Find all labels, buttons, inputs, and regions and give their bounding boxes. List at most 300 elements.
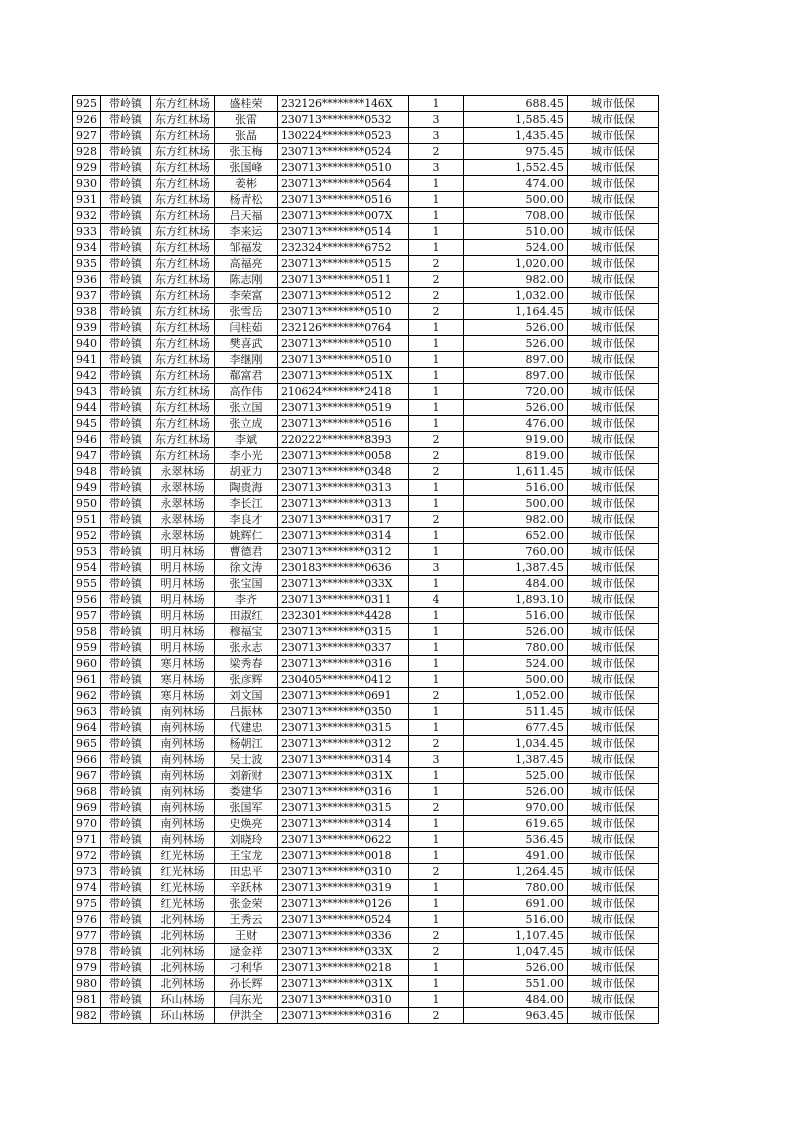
benefit-amount-cell: 975.45 [464, 144, 568, 160]
household-size-cell: 1 [409, 832, 464, 848]
benefit-amount-cell: 1,387.45 [464, 560, 568, 576]
household-size-cell: 1 [409, 320, 464, 336]
town-cell: 带岭镇 [101, 848, 151, 864]
recipient-name-cell: 杨青松 [215, 192, 278, 208]
recipient-name-cell: 李荣富 [215, 288, 278, 304]
recipient-name-cell: 王秀云 [215, 912, 278, 928]
forest-farm-cell: 寒月林场 [151, 688, 215, 704]
town-cell: 带岭镇 [101, 800, 151, 816]
recipient-name-cell: 李小光 [215, 448, 278, 464]
forest-farm-cell: 东方红林场 [151, 352, 215, 368]
benefit-amount-cell: 1,047.45 [464, 944, 568, 960]
forest-farm-cell: 东方红林场 [151, 96, 215, 112]
household-size-cell: 1 [409, 816, 464, 832]
id-number-cell: 230713********0510 [278, 160, 409, 176]
table-row [73, 560, 659, 576]
town-cell: 带岭镇 [101, 672, 151, 688]
household-size-cell: 1 [409, 672, 464, 688]
forest-farm-cell: 红光林场 [151, 896, 215, 912]
benefit-amount-cell: 516.00 [464, 608, 568, 624]
forest-farm-cell: 东方红林场 [151, 384, 215, 400]
table-row [73, 512, 659, 528]
recipient-name-cell: 张国峰 [215, 160, 278, 176]
forest-farm-cell: 东方红林场 [151, 448, 215, 464]
table-row [73, 848, 659, 864]
household-size-cell: 1 [409, 368, 464, 384]
id-number-cell: 232126********0764 [278, 320, 409, 336]
id-number-cell: 230183********0636 [278, 560, 409, 576]
id-number-cell: 230405********0412 [278, 672, 409, 688]
benefit-type-cell: 城市低保 [568, 272, 659, 288]
town-cell: 带岭镇 [101, 656, 151, 672]
recipient-name-cell: 刁利华 [215, 960, 278, 976]
household-size-cell: 2 [409, 512, 464, 528]
benefit-type-cell: 城市低保 [568, 480, 659, 496]
id-number-cell: 232324********6752 [278, 240, 409, 256]
benefit-type-cell: 城市低保 [568, 240, 659, 256]
benefit-type-cell: 城市低保 [568, 416, 659, 432]
table-row [73, 912, 659, 928]
town-cell: 带岭镇 [101, 576, 151, 592]
benefit-type-cell: 城市低保 [568, 944, 659, 960]
id-number-cell: 230713********0564 [278, 176, 409, 192]
forest-farm-cell: 永翠林场 [151, 496, 215, 512]
benefit-amount-cell: 1,107.45 [464, 928, 568, 944]
recipient-name-cell: 李长江 [215, 496, 278, 512]
benefit-amount-cell: 919.00 [464, 432, 568, 448]
benefit-type-cell: 城市低保 [568, 656, 659, 672]
forest-farm-cell: 东方红林场 [151, 432, 215, 448]
id-number-cell: 230713********0519 [278, 400, 409, 416]
benefit-amount-cell: 897.00 [464, 368, 568, 384]
benefit-type-cell: 城市低保 [568, 592, 659, 608]
benefit-type-cell: 城市低保 [568, 176, 659, 192]
id-number-cell: 230713********0532 [278, 112, 409, 128]
town-cell: 带岭镇 [101, 880, 151, 896]
benefit-type-cell: 城市低保 [568, 560, 659, 576]
table-row [73, 656, 659, 672]
town-cell: 带岭镇 [101, 96, 151, 112]
benefit-type-cell: 城市低保 [568, 608, 659, 624]
recipient-name-cell: 吕天福 [215, 208, 278, 224]
recipient-name-cell: 李齐 [215, 592, 278, 608]
town-cell: 带岭镇 [101, 944, 151, 960]
benefit-type-cell: 城市低保 [568, 448, 659, 464]
household-size-cell: 2 [409, 256, 464, 272]
household-size-cell: 1 [409, 976, 464, 992]
benefit-amount-cell: 1,552.45 [464, 160, 568, 176]
forest-farm-cell: 东方红林场 [151, 368, 215, 384]
household-size-cell: 1 [409, 720, 464, 736]
recipient-name-cell: 吕振林 [215, 704, 278, 720]
household-size-cell: 1 [409, 656, 464, 672]
benefit-type-cell: 城市低保 [568, 320, 659, 336]
table-row [73, 432, 659, 448]
household-size-cell: 1 [409, 768, 464, 784]
forest-farm-cell: 东方红林场 [151, 112, 215, 128]
row-number-cell: 980 [73, 976, 101, 992]
benefit-amount-cell: 708.00 [464, 208, 568, 224]
household-size-cell: 2 [409, 1008, 464, 1024]
table-row [73, 304, 659, 320]
town-cell: 带岭镇 [101, 368, 151, 384]
table-row [73, 784, 659, 800]
forest-farm-cell: 北列林场 [151, 912, 215, 928]
benefit-type-cell: 城市低保 [568, 432, 659, 448]
recipient-name-cell: 邹福发 [215, 240, 278, 256]
row-number-cell: 945 [73, 416, 101, 432]
benefit-amount-cell: 526.00 [464, 624, 568, 640]
recipient-name-cell: 姜彬 [215, 176, 278, 192]
town-cell: 带岭镇 [101, 416, 151, 432]
row-number-cell: 972 [73, 848, 101, 864]
household-size-cell: 1 [409, 384, 464, 400]
benefit-type-cell: 城市低保 [568, 768, 659, 784]
recipient-name-cell: 姚辉仁 [215, 528, 278, 544]
benefit-amount-cell: 526.00 [464, 336, 568, 352]
household-size-cell: 2 [409, 464, 464, 480]
recipient-name-cell: 梁秀春 [215, 656, 278, 672]
benefit-amount-cell: 677.45 [464, 720, 568, 736]
row-number-cell: 927 [73, 128, 101, 144]
recipient-name-cell: 王宝龙 [215, 848, 278, 864]
household-size-cell: 3 [409, 560, 464, 576]
benefit-amount-cell: 516.00 [464, 912, 568, 928]
row-number-cell: 957 [73, 608, 101, 624]
benefit-type-cell: 城市低保 [568, 144, 659, 160]
recipient-name-cell: 闫桂茹 [215, 320, 278, 336]
forest-farm-cell: 永翠林场 [151, 528, 215, 544]
id-number-cell: 230713********0310 [278, 992, 409, 1008]
benefit-amount-cell: 760.00 [464, 544, 568, 560]
forest-farm-cell: 东方红林场 [151, 208, 215, 224]
forest-farm-cell: 北列林场 [151, 960, 215, 976]
benefit-amount-cell: 970.00 [464, 800, 568, 816]
recipient-name-cell: 樊喜武 [215, 336, 278, 352]
benefit-amount-cell: 526.00 [464, 960, 568, 976]
forest-farm-cell: 东方红林场 [151, 304, 215, 320]
row-number-cell: 941 [73, 352, 101, 368]
recipient-name-cell: 陈志刚 [215, 272, 278, 288]
household-size-cell: 1 [409, 896, 464, 912]
benefit-amount-cell: 1,893.10 [464, 592, 568, 608]
recipient-name-cell: 郗富君 [215, 368, 278, 384]
benefit-type-cell: 城市低保 [568, 976, 659, 992]
town-cell: 带岭镇 [101, 112, 151, 128]
row-number-cell: 981 [73, 992, 101, 1008]
table-row [73, 720, 659, 736]
id-number-cell: 230713********0515 [278, 256, 409, 272]
row-number-cell: 982 [73, 1008, 101, 1024]
recipient-name-cell: 张永志 [215, 640, 278, 656]
benefit-type-cell: 城市低保 [568, 992, 659, 1008]
table-row [73, 320, 659, 336]
benefit-amount-cell: 524.00 [464, 240, 568, 256]
benefit-amount-cell: 526.00 [464, 320, 568, 336]
benefit-amount-cell: 491.00 [464, 848, 568, 864]
town-cell: 带岭镇 [101, 400, 151, 416]
row-number-cell: 955 [73, 576, 101, 592]
benefit-amount-cell: 1,052.00 [464, 688, 568, 704]
town-cell: 带岭镇 [101, 288, 151, 304]
row-number-cell: 958 [73, 624, 101, 640]
forest-farm-cell: 明月林场 [151, 640, 215, 656]
benefit-type-cell: 城市低保 [568, 912, 659, 928]
benefit-type-cell: 城市低保 [568, 928, 659, 944]
recipient-name-cell: 杨朝江 [215, 736, 278, 752]
benefit-type-cell: 城市低保 [568, 624, 659, 640]
row-number-cell: 939 [73, 320, 101, 336]
town-cell: 带岭镇 [101, 480, 151, 496]
table-row [73, 576, 659, 592]
row-number-cell: 935 [73, 256, 101, 272]
forest-farm-cell: 南列林场 [151, 832, 215, 848]
row-number-cell: 974 [73, 880, 101, 896]
recipient-name-cell: 李来运 [215, 224, 278, 240]
household-size-cell: 1 [409, 960, 464, 976]
table-row [73, 608, 659, 624]
id-number-cell: 230713********0348 [278, 464, 409, 480]
table-row [73, 928, 659, 944]
town-cell: 带岭镇 [101, 960, 151, 976]
id-number-cell: 232301********4428 [278, 608, 409, 624]
benefit-type-cell: 城市低保 [568, 224, 659, 240]
recipient-name-cell: 张立成 [215, 416, 278, 432]
town-cell: 带岭镇 [101, 864, 151, 880]
row-number-cell: 934 [73, 240, 101, 256]
town-cell: 带岭镇 [101, 896, 151, 912]
recipient-name-cell: 史焕亮 [215, 816, 278, 832]
benefit-amount-cell: 1,611.45 [464, 464, 568, 480]
benefit-type-cell: 城市低保 [568, 464, 659, 480]
table-body [73, 96, 659, 1024]
household-size-cell: 1 [409, 640, 464, 656]
id-number-cell: 230713********0310 [278, 864, 409, 880]
benefit-amount-cell: 1,034.45 [464, 736, 568, 752]
forest-farm-cell: 东方红林场 [151, 160, 215, 176]
benefit-type-cell: 城市低保 [568, 896, 659, 912]
table-row [73, 336, 659, 352]
table-row [73, 192, 659, 208]
forest-farm-cell: 北列林场 [151, 928, 215, 944]
id-number-cell: 230713********033X [278, 576, 409, 592]
town-cell: 带岭镇 [101, 832, 151, 848]
table-row [73, 688, 659, 704]
town-cell: 带岭镇 [101, 608, 151, 624]
table-row [73, 496, 659, 512]
benefit-amount-cell: 720.00 [464, 384, 568, 400]
benefit-type-cell: 城市低保 [568, 752, 659, 768]
row-number-cell: 956 [73, 592, 101, 608]
forest-farm-cell: 东方红林场 [151, 336, 215, 352]
id-number-cell: 230713********051X [278, 368, 409, 384]
forest-farm-cell: 东方红林场 [151, 288, 215, 304]
town-cell: 带岭镇 [101, 384, 151, 400]
forest-farm-cell: 红光林场 [151, 864, 215, 880]
id-number-cell: 230713********0314 [278, 816, 409, 832]
benefit-amount-cell: 619.65 [464, 816, 568, 832]
row-number-cell: 944 [73, 400, 101, 416]
row-number-cell: 930 [73, 176, 101, 192]
row-number-cell: 954 [73, 560, 101, 576]
benefit-amount-cell: 688.45 [464, 96, 568, 112]
table-row [73, 544, 659, 560]
benefit-type-cell: 城市低保 [568, 512, 659, 528]
household-size-cell: 1 [409, 336, 464, 352]
forest-farm-cell: 东方红林场 [151, 400, 215, 416]
benefit-type-cell: 城市低保 [568, 704, 659, 720]
row-number-cell: 937 [73, 288, 101, 304]
id-number-cell: 230713********0336 [278, 928, 409, 944]
household-size-cell: 1 [409, 912, 464, 928]
id-number-cell: 230713********0018 [278, 848, 409, 864]
forest-farm-cell: 明月林场 [151, 592, 215, 608]
id-number-cell: 230713********0514 [278, 224, 409, 240]
household-size-cell: 2 [409, 272, 464, 288]
benefit-amount-cell: 510.00 [464, 224, 568, 240]
forest-farm-cell: 北列林场 [151, 944, 215, 960]
row-number-cell: 926 [73, 112, 101, 128]
id-number-cell: 230713********007X [278, 208, 409, 224]
town-cell: 带岭镇 [101, 928, 151, 944]
town-cell: 带岭镇 [101, 752, 151, 768]
benefit-amount-cell: 963.45 [464, 1008, 568, 1024]
household-size-cell: 1 [409, 208, 464, 224]
table-row [73, 736, 659, 752]
id-number-cell: 220222********8393 [278, 432, 409, 448]
id-number-cell: 230713********0315 [278, 624, 409, 640]
recipient-name-cell: 娄建华 [215, 784, 278, 800]
household-size-cell: 2 [409, 448, 464, 464]
row-number-cell: 932 [73, 208, 101, 224]
table-row [73, 944, 659, 960]
forest-farm-cell: 南列林场 [151, 720, 215, 736]
benefit-type-cell: 城市低保 [568, 816, 659, 832]
row-number-cell: 936 [73, 272, 101, 288]
benefit-amount-cell: 551.00 [464, 976, 568, 992]
forest-farm-cell: 南列林场 [151, 704, 215, 720]
household-size-cell: 1 [409, 544, 464, 560]
recipient-name-cell: 田忠平 [215, 864, 278, 880]
id-number-cell: 230713********0058 [278, 448, 409, 464]
forest-farm-cell: 南列林场 [151, 816, 215, 832]
forest-farm-cell: 明月林场 [151, 576, 215, 592]
benefit-type-cell: 城市低保 [568, 880, 659, 896]
row-number-cell: 943 [73, 384, 101, 400]
table-row [73, 768, 659, 784]
table-row [73, 976, 659, 992]
household-size-cell: 1 [409, 352, 464, 368]
row-number-cell: 979 [73, 960, 101, 976]
id-number-cell: 230713********0524 [278, 144, 409, 160]
recipient-name-cell: 徐文涛 [215, 560, 278, 576]
benefit-amount-cell: 526.00 [464, 400, 568, 416]
household-size-cell: 3 [409, 752, 464, 768]
table-row [73, 416, 659, 432]
forest-farm-cell: 东方红林场 [151, 272, 215, 288]
forest-farm-cell: 环山林场 [151, 1008, 215, 1024]
recipient-name-cell: 王财 [215, 928, 278, 944]
town-cell: 带岭镇 [101, 688, 151, 704]
table-row [73, 128, 659, 144]
id-number-cell: 230713********0311 [278, 592, 409, 608]
town-cell: 带岭镇 [101, 992, 151, 1008]
benefit-type-cell: 城市低保 [568, 208, 659, 224]
forest-farm-cell: 东方红林场 [151, 192, 215, 208]
table-row [73, 240, 659, 256]
table-row [73, 624, 659, 640]
recipient-name-cell: 胡亚力 [215, 464, 278, 480]
row-number-cell: 925 [73, 96, 101, 112]
household-size-cell: 2 [409, 864, 464, 880]
town-cell: 带岭镇 [101, 496, 151, 512]
benefit-type-cell: 城市低保 [568, 960, 659, 976]
household-size-cell: 2 [409, 800, 464, 816]
id-number-cell: 230713********0316 [278, 1008, 409, 1024]
town-cell: 带岭镇 [101, 336, 151, 352]
forest-farm-cell: 东方红林场 [151, 416, 215, 432]
id-number-cell: 230713********0510 [278, 336, 409, 352]
table-row [73, 96, 659, 112]
benefit-type-cell: 城市低保 [568, 1008, 659, 1024]
row-number-cell: 970 [73, 816, 101, 832]
benefit-amount-cell: 476.00 [464, 416, 568, 432]
household-size-cell: 1 [409, 608, 464, 624]
benefit-type-cell: 城市低保 [568, 304, 659, 320]
table-row [73, 528, 659, 544]
table-row [73, 160, 659, 176]
id-number-cell: 230713********0516 [278, 416, 409, 432]
town-cell: 带岭镇 [101, 784, 151, 800]
town-cell: 带岭镇 [101, 352, 151, 368]
forest-farm-cell: 永翠林场 [151, 464, 215, 480]
recipient-name-cell: 孙长辉 [215, 976, 278, 992]
household-size-cell: 1 [409, 224, 464, 240]
town-cell: 带岭镇 [101, 208, 151, 224]
forest-farm-cell: 南列林场 [151, 768, 215, 784]
table-row [73, 384, 659, 400]
row-number-cell: 971 [73, 832, 101, 848]
benefit-type-cell: 城市低保 [568, 400, 659, 416]
household-size-cell: 1 [409, 192, 464, 208]
town-cell: 带岭镇 [101, 512, 151, 528]
id-number-cell: 230713********0622 [278, 832, 409, 848]
benefit-amount-cell: 652.00 [464, 528, 568, 544]
id-number-cell: 230713********031X [278, 768, 409, 784]
row-number-cell: 966 [73, 752, 101, 768]
id-number-cell: 230713********0512 [278, 288, 409, 304]
town-cell: 带岭镇 [101, 192, 151, 208]
recipient-name-cell: 张雷 [215, 112, 278, 128]
id-number-cell: 230713********0313 [278, 496, 409, 512]
benefit-roster-table [72, 95, 659, 1024]
town-cell: 带岭镇 [101, 240, 151, 256]
town-cell: 带岭镇 [101, 592, 151, 608]
household-size-cell: 2 [409, 288, 464, 304]
household-size-cell: 2 [409, 928, 464, 944]
benefit-amount-cell: 780.00 [464, 880, 568, 896]
town-cell: 带岭镇 [101, 1008, 151, 1024]
recipient-name-cell: 张彦辉 [215, 672, 278, 688]
town-cell: 带岭镇 [101, 176, 151, 192]
forest-farm-cell: 东方红林场 [151, 224, 215, 240]
recipient-name-cell: 李斌 [215, 432, 278, 448]
row-number-cell: 960 [73, 656, 101, 672]
town-cell: 带岭镇 [101, 224, 151, 240]
id-number-cell: 230713********0350 [278, 704, 409, 720]
id-number-cell: 230713********0313 [278, 480, 409, 496]
benefit-type-cell: 城市低保 [568, 352, 659, 368]
